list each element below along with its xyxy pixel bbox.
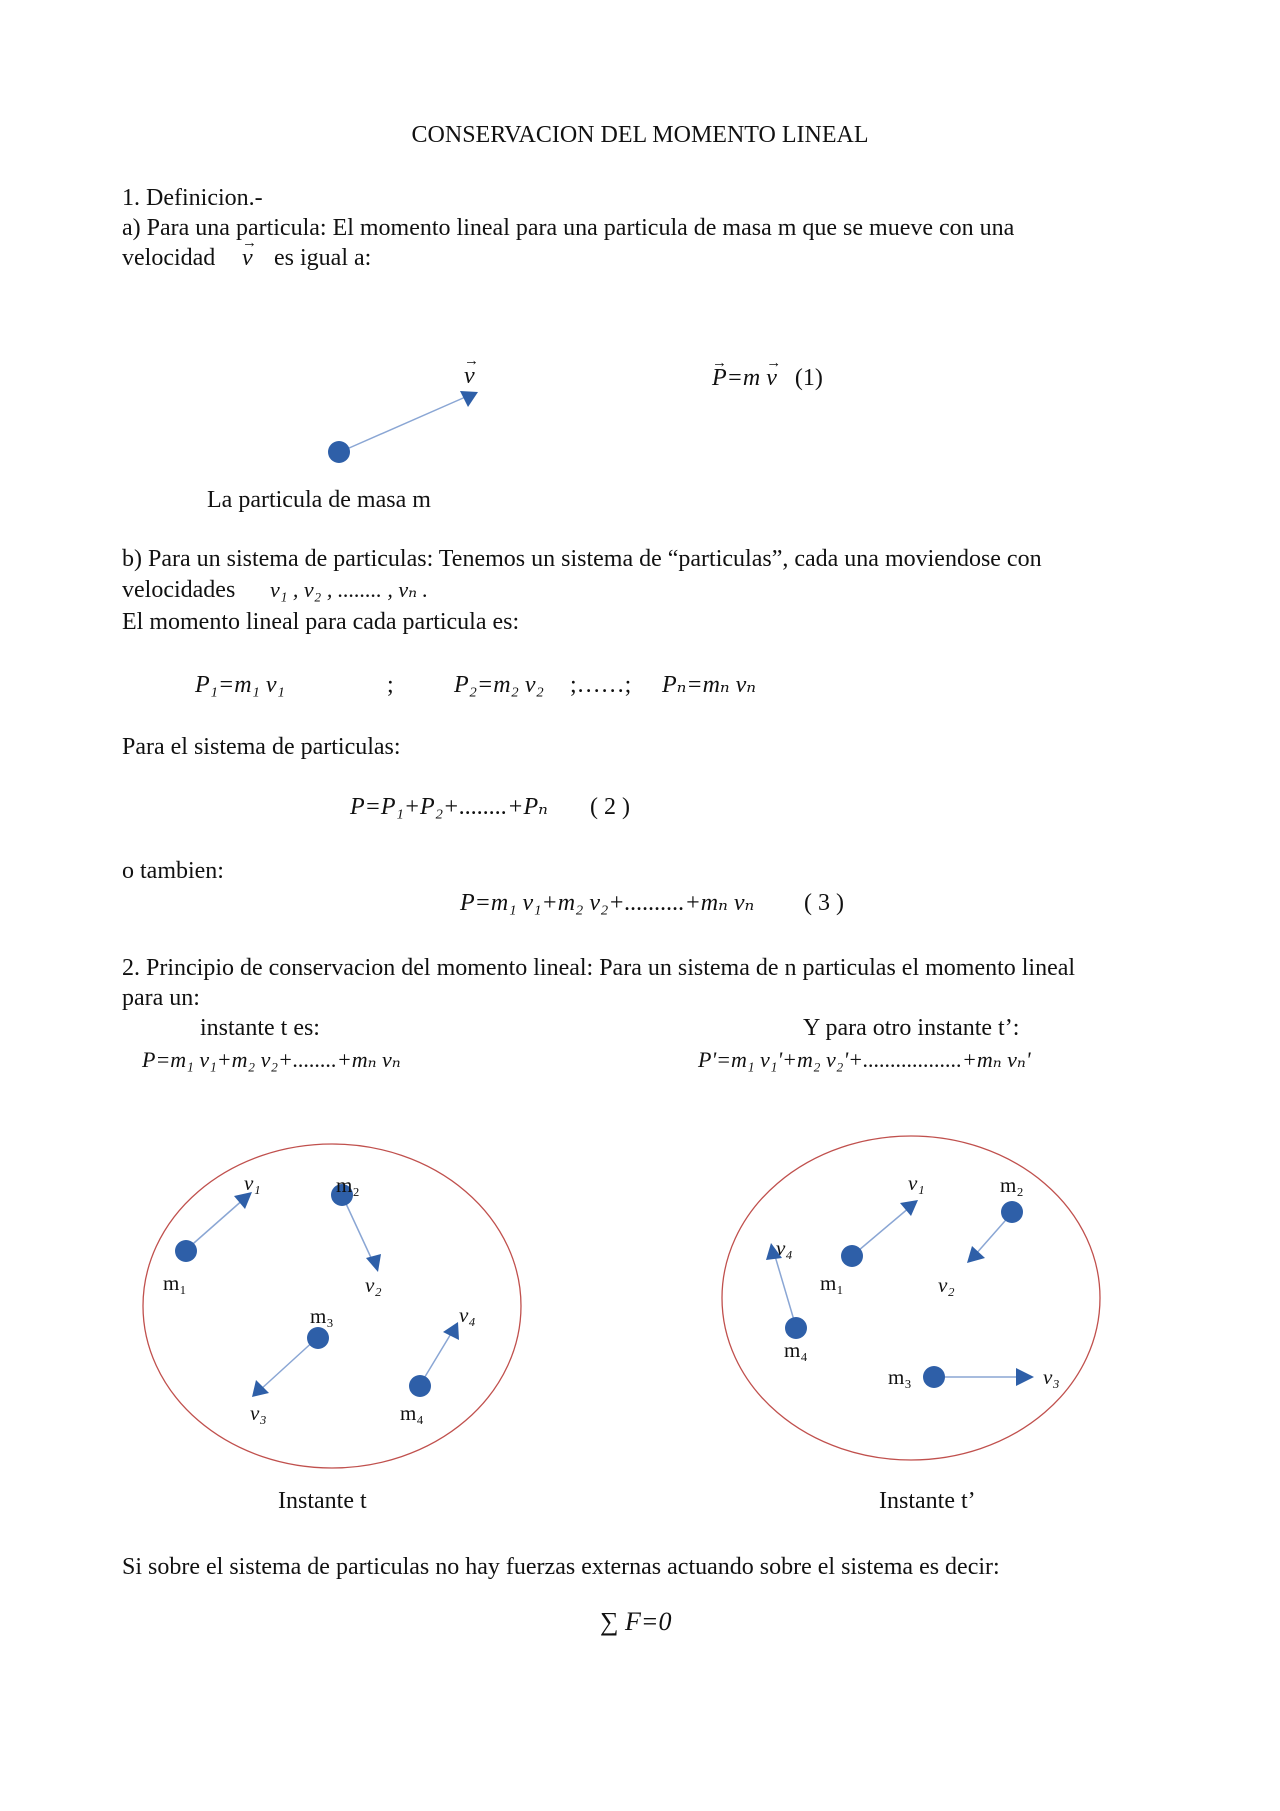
m1-dot-t (175, 1240, 197, 1262)
label-v4-t-prime: v₄ (776, 1236, 793, 1260)
label-v1-t: v₁ (244, 1171, 261, 1195)
section-2-text: 2. Principio de conservacion del momento lineal: Para un sistema de n particulas el momento lineal (122, 955, 1076, 981)
page-title: CONSERVACION DEL MOMENTO LINEAL (411, 122, 869, 148)
momentum-p2: P₂=m₂ v₂ (454, 672, 544, 698)
label-m1-t: m₁ (163, 1271, 187, 1295)
particle-dot (328, 441, 350, 463)
label-v2-t: v₂ (365, 1273, 382, 1297)
label-m3-t-prime: m₃ (888, 1365, 912, 1389)
also-label: o tambien: (122, 858, 224, 884)
particle-caption: La particula de masa m (207, 487, 431, 513)
label-v3-t-prime: v₃ (1043, 1365, 1060, 1389)
section-1b-text: b) Para un sistema de particulas: Tenemos un sistema de “particulas”, cada una moviendose con (122, 546, 1042, 572)
label-v2-t-prime: v₂ (938, 1273, 955, 1297)
equation-3: P=m₁ v₁+m₂ v₂+..........+mₙ vₙ (460, 890, 755, 916)
label-m2-t: m₂ (336, 1173, 360, 1197)
v2-arrowhead-t-prime (967, 1246, 985, 1263)
particle-velocity-line (340, 395, 470, 452)
instant-t-label: instante t es: (200, 1015, 320, 1041)
section-1a-velocity-pre: velocidad (122, 245, 216, 271)
v3-arrowhead-t (252, 1380, 269, 1397)
label-m4-t-prime: m₄ (784, 1338, 808, 1362)
m2-dot-t-prime (1001, 1201, 1023, 1223)
m3-dot-t-prime (923, 1366, 945, 1388)
m4-dot-t (409, 1375, 431, 1397)
caption-instant-t: Instante t (278, 1488, 367, 1514)
velocity-symbol: → v (242, 243, 253, 273)
equation-1: → P=m → v (1) (712, 363, 823, 393)
equation-1-number: (1) (794, 365, 823, 391)
label-v3-t: v₃ (250, 1401, 267, 1425)
equation-2-number: ( 2 ) (590, 794, 630, 820)
velocities-sequence: v₁ , v₂ , ........ , vₙ . (270, 577, 429, 602)
sum-forces-equation: ∑ F=0 (600, 1607, 672, 1636)
instant-t-prime-equation: P'=m₁ v₁'+m₂ v₂'+..................+mₙ vₙ' (698, 1047, 1031, 1072)
section-1b-velocities-pre: velocidades (122, 577, 236, 603)
v4-arrowhead-t (443, 1322, 459, 1340)
momentum-p1: P₁=m₁ v₁ (195, 672, 285, 698)
instant-t-equation: P=m₁ v₁+m₂ v₂+........+mₙ vₙ (142, 1047, 401, 1072)
equation-2: P=P₁+P₂+........+Pₙ (350, 794, 548, 820)
v3-arrowhead-t-prime (1016, 1368, 1034, 1386)
section-1a-text: a) Para una particula: El momento lineal para una particula de masa m que se mueve con una (122, 215, 1015, 241)
section-1b-momentum-label: El momento lineal para cada particula es: (122, 609, 520, 635)
label-m1-t-prime: m₁ (820, 1271, 844, 1295)
label-m2-t-prime: m₂ (1000, 1173, 1024, 1197)
particle-velocity-label: → v (464, 361, 475, 391)
equation-3-number: ( 3 ) (804, 890, 844, 916)
label-v4-t: v₄ (459, 1303, 476, 1327)
label-m4-t: m₄ (400, 1401, 424, 1425)
momentum-dots: ;……; (570, 672, 632, 698)
instant-t-prime-label: Y para otro instante t’: (803, 1015, 1020, 1041)
section-1-heading: 1. Definicion.- (122, 185, 263, 211)
closing-text: Si sobre el sistema de particulas no hay fuerzas externas actuando sobre el sistema es decir: (122, 1554, 1000, 1580)
caption-instant-t-prime: Instante t’ (879, 1488, 976, 1514)
section-2-text-cont: para un: (122, 985, 200, 1011)
system-label: Para el sistema de particulas: (122, 734, 401, 760)
momentum-pn: Pₙ=mₙ vₙ (662, 672, 757, 698)
momentum-separator: ; (387, 672, 394, 698)
label-v1-t-prime: v₁ (908, 1171, 925, 1195)
m1-dot-t-prime (841, 1245, 863, 1267)
label-m3-t: m₃ (310, 1304, 334, 1328)
section-1a-velocity-post: es igual a: (274, 245, 372, 271)
